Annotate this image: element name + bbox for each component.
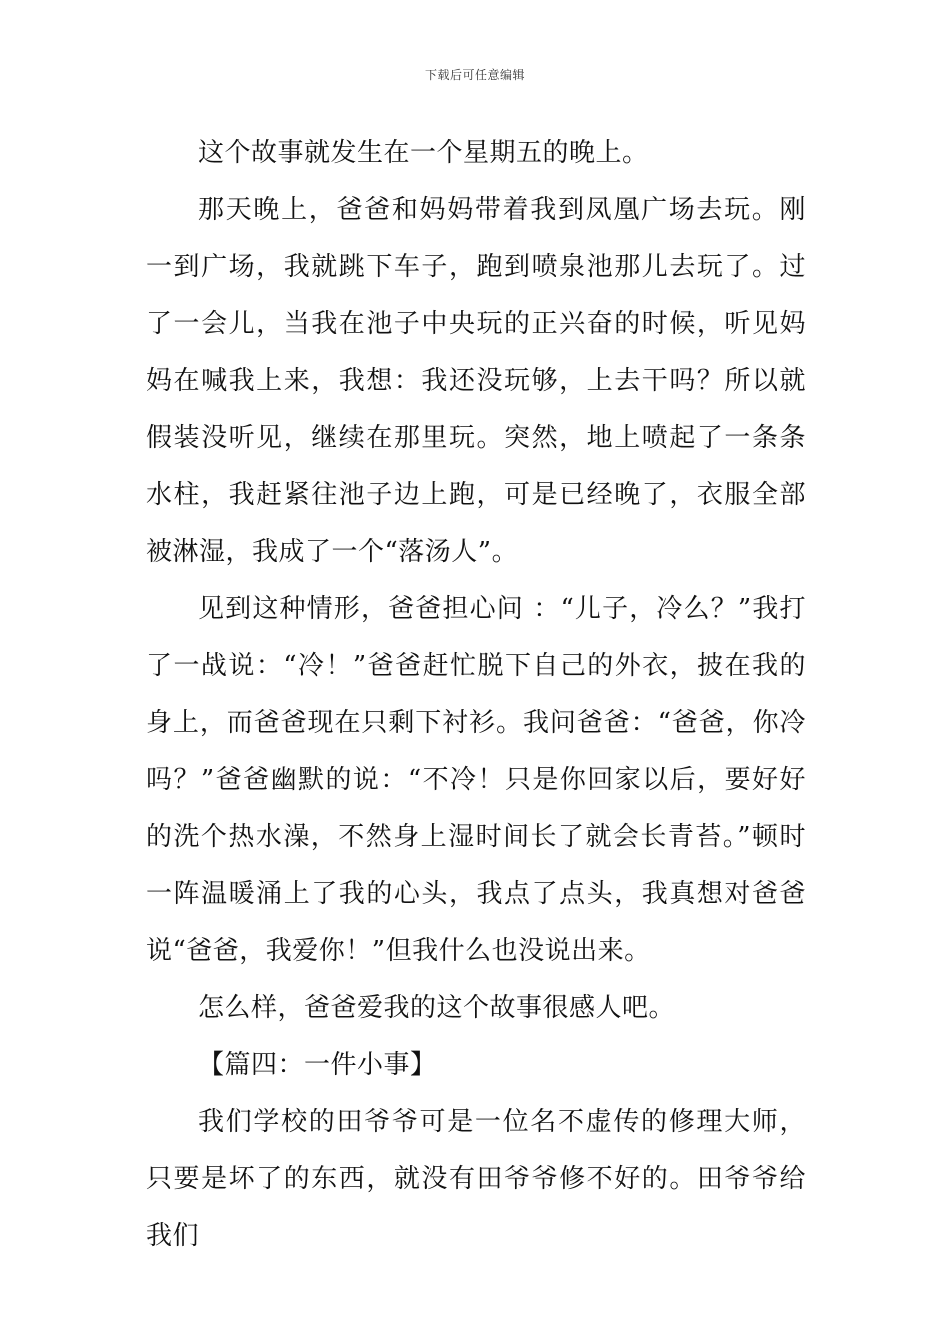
paragraph-grandpa-tian: 我们学校的田爷爷可是一位名不虚传的修理大师，只要是坏了的东西，就没有田爷爷修不好的。田爷爷给我们 <box>146 1107 806 1251</box>
section-heading: 【篇四：一件小事】 <box>198 1050 437 1080</box>
paragraph-conclusion: 怎么样，爸爸爱我的这个故事很感人吧。 <box>198 993 676 1023</box>
header-note: 下载后可任意编辑 <box>424 68 525 82</box>
article-body <box>146 125 806 1265</box>
paragraph-fountain: 那天晚上，爸爸和妈妈带着我到凤凰广场去玩。刚一到广场，我就跳下车子，跑到喷泉池那儿去玩了。过了一会儿，当我在池子中央玩的正兴奋的时候，听见妈妈在喊我上来，我想：我还没玩够，上去干吗？所以就假装没听见，继续在那里玩。突然，地上喷起了一条条水柱，我赶紧往池子边上跑，可是已经晚了，衣服全部被淋湿，我成了一个“落汤人”。 <box>146 195 806 567</box>
paragraph-father-coat: 见到这种情形，爸爸担心问 ：“儿子，冷么？”我打了一战说：“冷！”爸爸赶忙脱下自己的外衣，披在我的身上，而爸爸现在只剩下衬衫。我问爸爸：“爸爸，你冷吗？”爸爸幽默的说：“不冷！只是你回家以后，要好好的洗个热水澡，不然身上湿时间长了就会长青苔。”顿时一阵温暖涌上了我的心头，我点了点头，我真想对爸爸说“爸爸，我爱你！”但我什么也没说出来。 <box>146 594 806 966</box>
paragraph-intro: 这个故事就发生在一个星期五的晚上。 <box>198 138 649 168</box>
